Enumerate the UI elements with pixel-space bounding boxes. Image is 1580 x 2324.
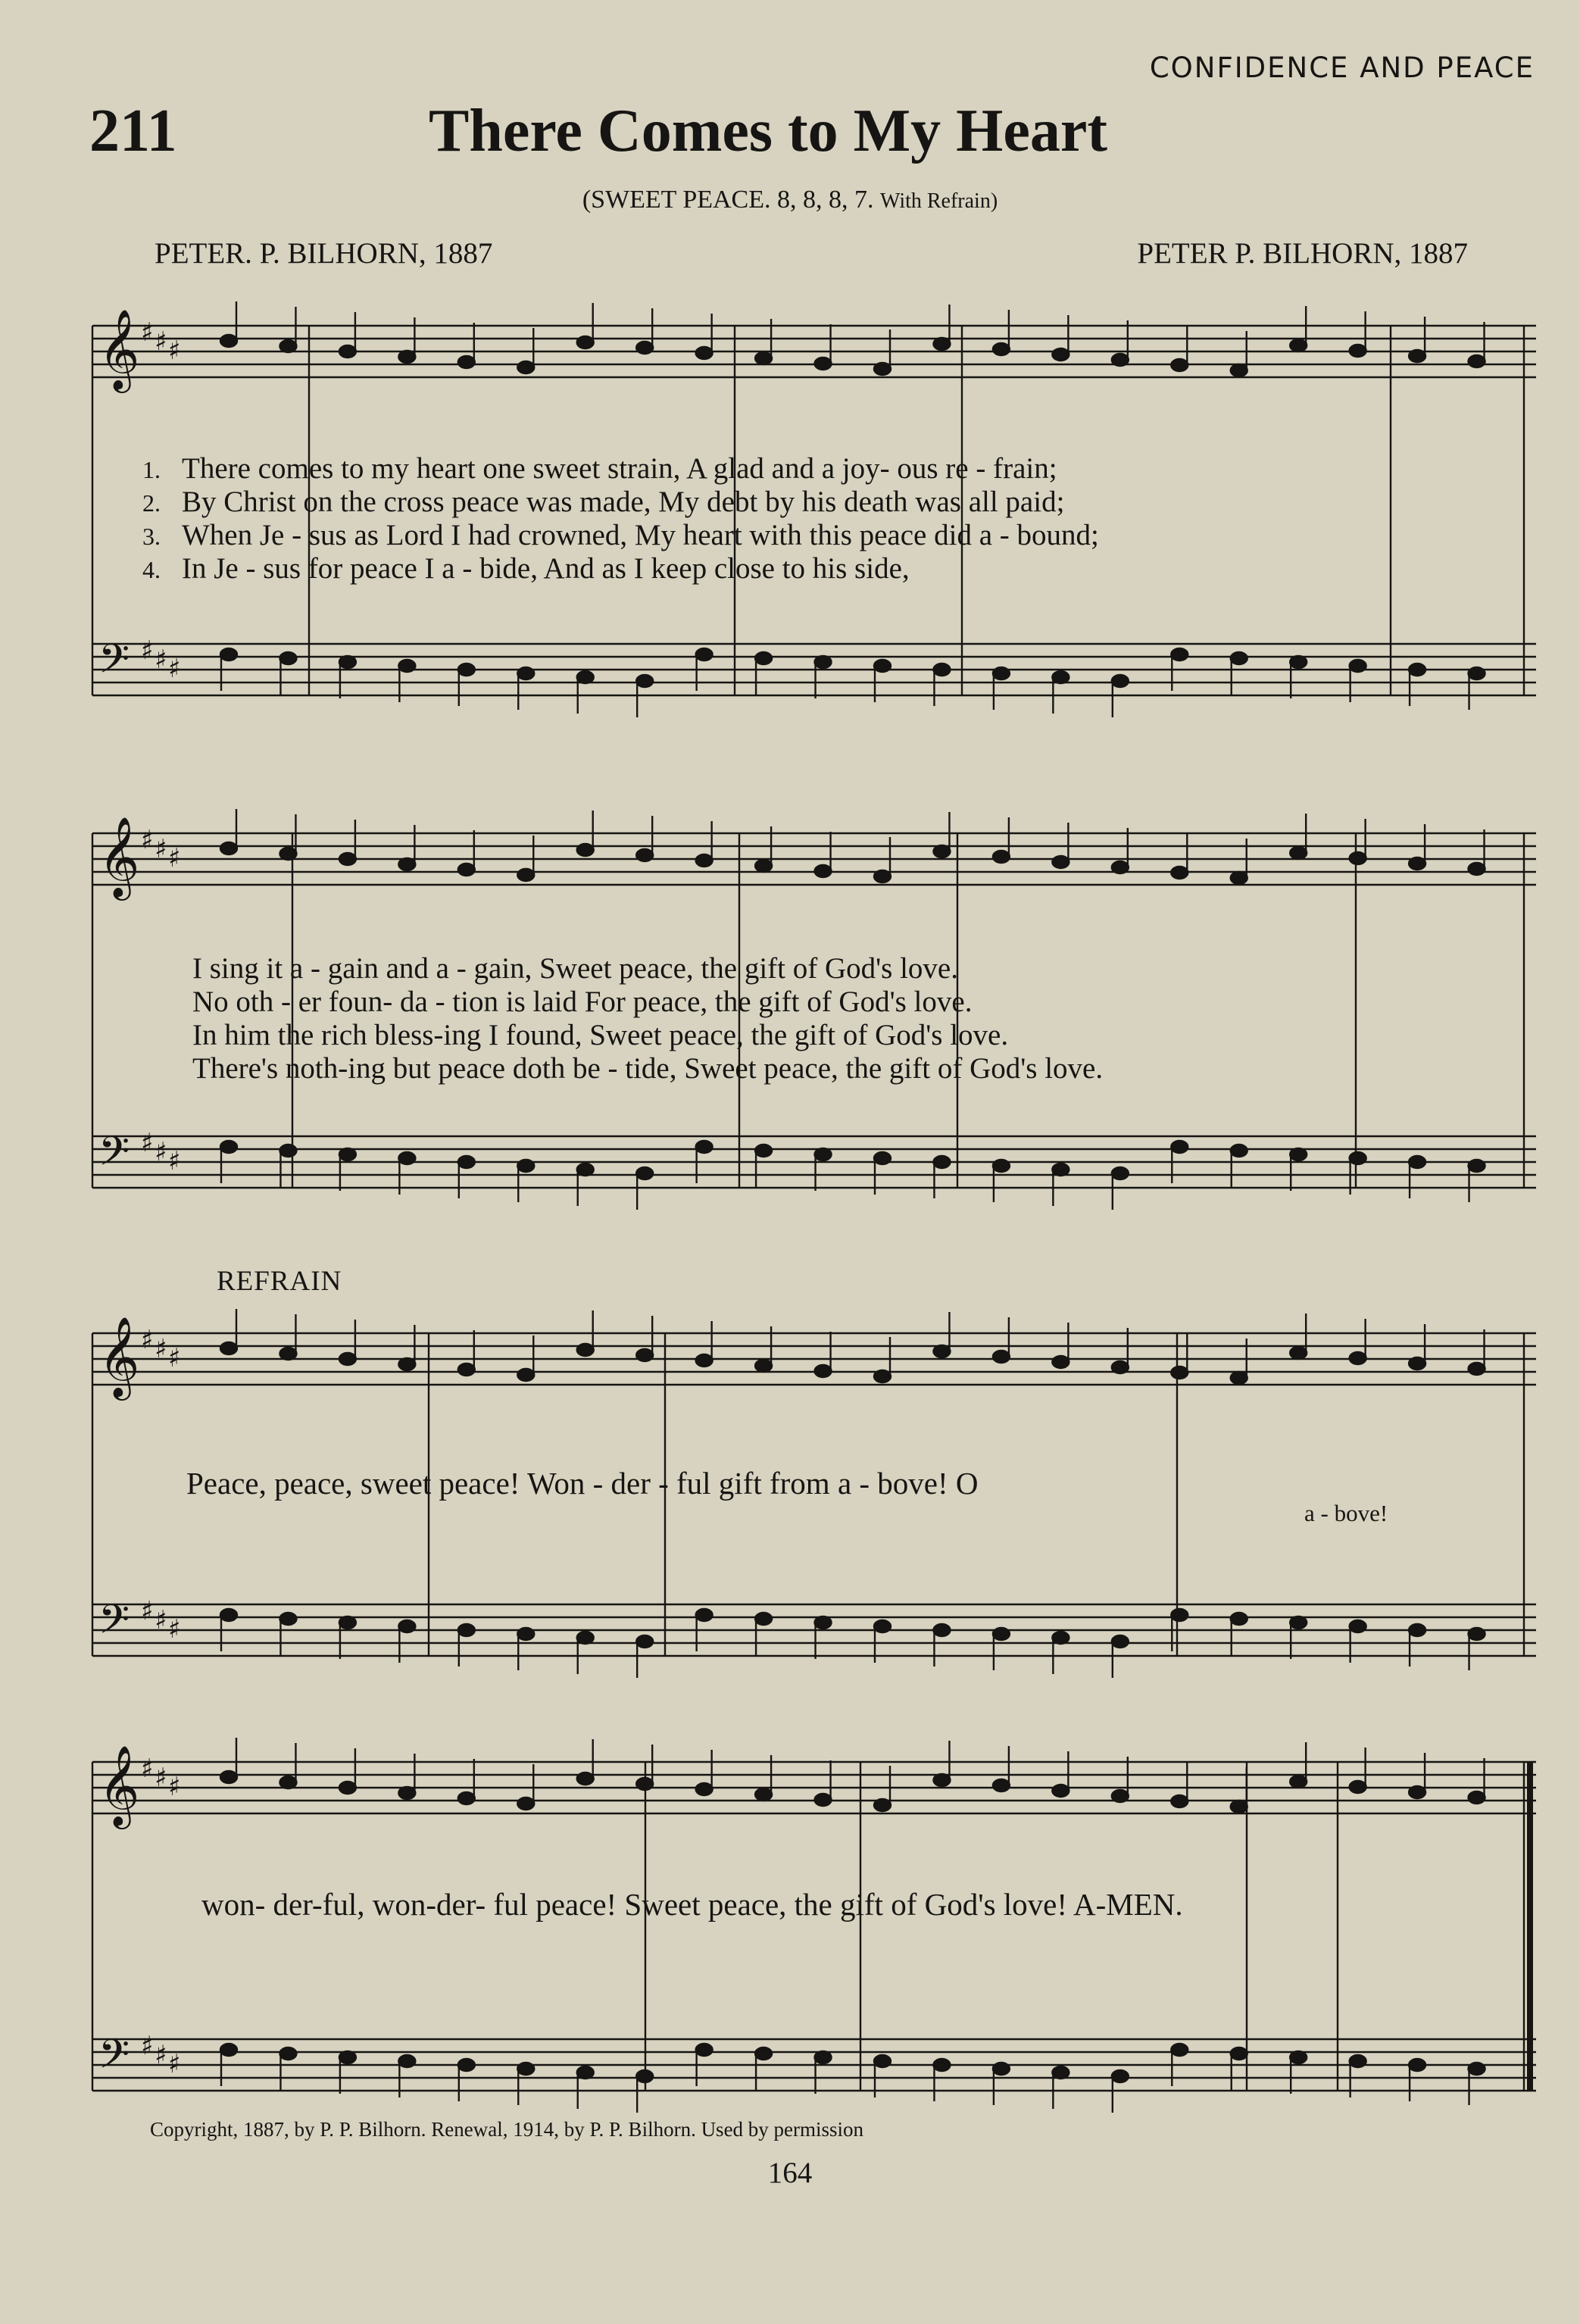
note bbox=[577, 1344, 594, 1356]
note bbox=[1112, 1635, 1129, 1648]
note bbox=[1171, 1795, 1188, 1807]
sharp-sign: ♯ bbox=[168, 1614, 181, 1645]
note bbox=[636, 675, 653, 687]
note bbox=[1350, 345, 1366, 357]
note bbox=[1409, 664, 1425, 676]
note bbox=[636, 1635, 653, 1648]
note bbox=[993, 1160, 1010, 1172]
note bbox=[933, 338, 950, 350]
sharp-sign: ♯ bbox=[168, 1343, 181, 1373]
sharp-sign: ♯ bbox=[141, 1128, 154, 1158]
note bbox=[993, 1351, 1010, 1363]
verse-1-line-b: I sing it a - gain and a - gain, Sweet peace, the gift of God's love. bbox=[192, 952, 958, 985]
note bbox=[1231, 652, 1247, 664]
note bbox=[815, 865, 832, 877]
note bbox=[1171, 648, 1188, 661]
tune-name: (SWEET PEACE. bbox=[582, 186, 771, 214]
note bbox=[1290, 339, 1307, 351]
note bbox=[398, 1787, 415, 1799]
refrain-line-1: Peace, peace, sweet peace! Won - der - ful gift from a - bove! O bbox=[186, 1466, 979, 1501]
note bbox=[755, 2048, 772, 2060]
note bbox=[398, 1358, 415, 1370]
note bbox=[458, 1624, 475, 1636]
meter: 8, 8, 8, 7. bbox=[777, 186, 874, 214]
note bbox=[636, 1349, 653, 1361]
note bbox=[458, 1156, 475, 1168]
note bbox=[1290, 656, 1307, 668]
note bbox=[1290, 847, 1307, 859]
note bbox=[1350, 660, 1366, 672]
note bbox=[755, 860, 772, 872]
note bbox=[1171, 867, 1188, 879]
note bbox=[398, 2055, 415, 2067]
note bbox=[874, 1370, 891, 1382]
note bbox=[577, 336, 594, 348]
note bbox=[398, 660, 415, 672]
note bbox=[1290, 1776, 1307, 1788]
note bbox=[636, 1778, 653, 1790]
note bbox=[815, 1148, 832, 1160]
note bbox=[755, 652, 772, 664]
note bbox=[577, 2066, 594, 2079]
note bbox=[458, 1363, 475, 1376]
note bbox=[517, 1369, 534, 1381]
sharp-sign: ♯ bbox=[155, 326, 167, 357]
sharp-sign: ♯ bbox=[168, 336, 181, 366]
note bbox=[874, 1620, 891, 1632]
note bbox=[1231, 872, 1247, 884]
note bbox=[398, 858, 415, 870]
treble-clef: 𝄞 bbox=[98, 1745, 140, 1826]
refrain-echo: a - bove! bbox=[1304, 1500, 1388, 1526]
bass-clef: 𝄢 bbox=[98, 1129, 130, 1185]
note bbox=[1409, 1357, 1425, 1370]
note bbox=[1112, 2070, 1129, 2082]
sharp-sign: ♯ bbox=[141, 317, 154, 348]
note bbox=[874, 870, 891, 882]
note bbox=[1231, 1613, 1247, 1625]
note bbox=[696, 1783, 713, 1795]
sharp-sign: ♯ bbox=[168, 1146, 181, 1176]
sharp-sign: ♯ bbox=[141, 1754, 154, 1784]
note bbox=[696, 1354, 713, 1367]
note bbox=[1409, 350, 1425, 362]
note bbox=[1350, 852, 1366, 864]
note bbox=[1112, 861, 1129, 873]
note bbox=[220, 1771, 237, 1783]
note bbox=[339, 1782, 356, 1794]
note bbox=[517, 1160, 534, 1172]
sharp-sign: ♯ bbox=[168, 2049, 181, 2079]
note bbox=[279, 1145, 296, 1157]
note bbox=[339, 1616, 356, 1629]
note bbox=[517, 869, 534, 881]
note bbox=[1112, 675, 1129, 687]
note bbox=[339, 1353, 356, 1365]
note bbox=[1350, 2055, 1366, 2067]
note bbox=[1290, 1148, 1307, 1160]
note bbox=[220, 335, 237, 347]
verse-4-line-a: 4. In Je - sus for peace I a - bide, And as I keep close to his side, bbox=[142, 552, 910, 585]
note bbox=[279, 848, 296, 860]
note bbox=[1052, 1164, 1069, 1176]
note bbox=[577, 671, 594, 683]
note bbox=[1171, 1609, 1188, 1621]
note bbox=[1469, 1363, 1485, 1375]
note bbox=[815, 358, 832, 370]
note bbox=[458, 664, 475, 676]
note bbox=[1409, 857, 1425, 870]
note bbox=[755, 1145, 772, 1157]
verse-2-line-b: No oth - er foun- da - tion is laid For peace, the gift of God's love. bbox=[192, 986, 973, 1018]
note bbox=[1231, 2048, 1247, 2060]
note bbox=[815, 2051, 832, 2063]
note bbox=[279, 652, 296, 664]
note bbox=[1409, 1786, 1425, 1798]
note bbox=[220, 2044, 237, 2056]
verse-3-line-a: 3. When Je - sus as Lord I had crowned, My heart with this peace did a - bound; bbox=[142, 519, 1099, 551]
note bbox=[696, 648, 713, 661]
refrain-label: REFRAIN bbox=[217, 1266, 342, 1297]
note bbox=[220, 1342, 237, 1354]
note bbox=[1171, 2044, 1188, 2056]
note bbox=[1469, 2063, 1485, 2075]
note bbox=[1052, 348, 1069, 361]
note bbox=[636, 342, 653, 354]
verse-2-line-a: 2. By Christ on the cross peace was made, My debt by his death was all paid; bbox=[142, 486, 1065, 518]
sharp-sign: ♯ bbox=[155, 645, 167, 675]
note bbox=[874, 1152, 891, 1164]
note bbox=[1231, 364, 1247, 376]
note bbox=[517, 2063, 534, 2075]
note bbox=[815, 1794, 832, 1806]
note bbox=[1052, 671, 1069, 683]
note bbox=[993, 2063, 1010, 2075]
treble-clef: 𝄞 bbox=[98, 816, 140, 897]
note bbox=[636, 2070, 653, 2082]
note bbox=[458, 864, 475, 876]
note bbox=[339, 853, 356, 865]
note bbox=[398, 1152, 415, 1164]
note bbox=[815, 1365, 832, 1377]
music-credit: PETER P. BILHORN, 1887 bbox=[1137, 237, 1468, 270]
note bbox=[220, 1141, 237, 1153]
note bbox=[1469, 1791, 1485, 1804]
note bbox=[279, 1348, 296, 1360]
note bbox=[1112, 354, 1129, 366]
note bbox=[1290, 2051, 1307, 2063]
note bbox=[815, 1616, 832, 1629]
note bbox=[398, 351, 415, 363]
note bbox=[755, 1360, 772, 1372]
note bbox=[874, 2055, 891, 2067]
refrain-note: With Refrain) bbox=[880, 189, 998, 213]
sharp-sign: ♯ bbox=[141, 2031, 154, 2061]
hymn-title: There Comes to My Heart bbox=[429, 98, 1108, 164]
note bbox=[339, 656, 356, 668]
note bbox=[993, 667, 1010, 679]
note bbox=[933, 2059, 950, 2071]
words-credit: PETER. P. BILHORN, 1887 bbox=[155, 237, 493, 270]
note bbox=[696, 347, 713, 359]
note bbox=[636, 849, 653, 861]
bass-clef: 𝄢 bbox=[98, 636, 130, 692]
note bbox=[933, 664, 950, 676]
note bbox=[339, 1148, 356, 1160]
treble-clef: 𝄞 bbox=[98, 308, 140, 389]
note bbox=[279, 340, 296, 352]
sharp-sign: ♯ bbox=[141, 825, 154, 855]
note bbox=[815, 656, 832, 668]
note bbox=[874, 363, 891, 375]
sharp-sign: ♯ bbox=[155, 2040, 167, 2070]
verse-3-line-b: In him the rich bless-ing I found, Sweet peace, the gift of God's love. bbox=[192, 1019, 1009, 1051]
note bbox=[1052, 1785, 1069, 1797]
sharp-sign: ♯ bbox=[141, 1325, 154, 1355]
sharp-sign: ♯ bbox=[155, 834, 167, 864]
note bbox=[1290, 1347, 1307, 1359]
sharp-sign: ♯ bbox=[155, 1137, 167, 1167]
note bbox=[1469, 1628, 1485, 1640]
note bbox=[1112, 1167, 1129, 1179]
note bbox=[1469, 1160, 1485, 1172]
note bbox=[1350, 1352, 1366, 1364]
note bbox=[874, 660, 891, 672]
note bbox=[1350, 1152, 1366, 1164]
treble-clef: 𝄞 bbox=[98, 1316, 140, 1397]
note bbox=[993, 851, 1010, 863]
note bbox=[933, 1156, 950, 1168]
note bbox=[1469, 667, 1485, 679]
note bbox=[1112, 1361, 1129, 1373]
note bbox=[279, 1613, 296, 1625]
note bbox=[577, 1773, 594, 1785]
note bbox=[696, 1609, 713, 1621]
note bbox=[993, 343, 1010, 355]
note bbox=[755, 352, 772, 364]
note bbox=[1052, 2066, 1069, 2079]
verse-1-line-a: 1. There comes to my heart one sweet strain, A glad and a joy- ous re - frain; bbox=[142, 452, 1057, 485]
note bbox=[755, 1788, 772, 1801]
note bbox=[993, 1628, 1010, 1640]
section-heading: CONFIDENCE AND PEACE bbox=[1149, 52, 1535, 84]
note bbox=[517, 361, 534, 373]
note bbox=[933, 845, 950, 857]
note bbox=[1052, 1356, 1069, 1368]
note bbox=[339, 2051, 356, 2063]
sharp-sign: ♯ bbox=[168, 1772, 181, 1802]
note bbox=[517, 1628, 534, 1640]
note bbox=[1231, 1801, 1247, 1813]
note bbox=[1171, 359, 1188, 371]
note bbox=[993, 1779, 1010, 1791]
sharp-sign: ♯ bbox=[155, 1605, 167, 1635]
verse-4-line-b: There's noth-ing but peace doth be - tide, Sweet peace, the gift of God's love. bbox=[192, 1052, 1104, 1085]
sharp-sign: ♯ bbox=[168, 843, 181, 873]
hymn-number: 211 bbox=[89, 98, 177, 164]
bass-clef: 𝄢 bbox=[98, 1597, 130, 1653]
bass-clef: 𝄢 bbox=[98, 2032, 130, 2088]
note bbox=[874, 1799, 891, 1811]
page-number: 164 bbox=[767, 2157, 813, 2189]
note bbox=[1469, 355, 1485, 367]
note bbox=[1469, 863, 1485, 875]
sharp-sign: ♯ bbox=[141, 636, 154, 666]
note bbox=[1171, 1141, 1188, 1153]
note bbox=[1052, 856, 1069, 868]
note bbox=[696, 854, 713, 867]
note bbox=[1409, 2059, 1425, 2071]
note bbox=[339, 345, 356, 358]
note bbox=[279, 2048, 296, 2060]
note bbox=[755, 1613, 772, 1625]
note bbox=[1350, 1781, 1366, 1793]
note bbox=[636, 1167, 653, 1179]
copyright: Copyright, 1887, by P. P. Bilhorn. Renewal, 1914, by P. P. Bilhorn. Used by permission bbox=[150, 2118, 864, 2141]
sharp-sign: ♯ bbox=[141, 1596, 154, 1626]
sharp-sign: ♯ bbox=[168, 654, 181, 684]
note bbox=[1052, 1632, 1069, 1644]
sharp-sign: ♯ bbox=[155, 1334, 167, 1364]
note bbox=[1231, 1145, 1247, 1157]
note bbox=[933, 1624, 950, 1636]
note bbox=[1231, 1372, 1247, 1384]
note bbox=[1171, 1367, 1188, 1379]
note bbox=[279, 1776, 296, 1788]
note bbox=[577, 1632, 594, 1644]
sharp-sign: ♯ bbox=[155, 1763, 167, 1793]
note bbox=[517, 667, 534, 679]
note bbox=[458, 356, 475, 368]
note bbox=[1112, 1790, 1129, 1802]
note bbox=[1409, 1156, 1425, 1168]
note bbox=[220, 1609, 237, 1621]
note bbox=[933, 1345, 950, 1357]
note bbox=[458, 2059, 475, 2071]
note bbox=[1350, 1620, 1366, 1632]
note bbox=[458, 1792, 475, 1804]
note bbox=[398, 1620, 415, 1632]
note bbox=[1409, 1624, 1425, 1636]
note bbox=[220, 648, 237, 661]
note bbox=[696, 2044, 713, 2056]
note bbox=[933, 1774, 950, 1786]
refrain-line-2: won- der-ful, won-der- ful peace! Sweet peace, the gift of God's love! A-MEN. bbox=[201, 1887, 1183, 1922]
note bbox=[577, 1164, 594, 1176]
note bbox=[220, 842, 237, 854]
note bbox=[517, 1798, 534, 1810]
note bbox=[696, 1141, 713, 1153]
note bbox=[577, 844, 594, 856]
note bbox=[1290, 1616, 1307, 1629]
